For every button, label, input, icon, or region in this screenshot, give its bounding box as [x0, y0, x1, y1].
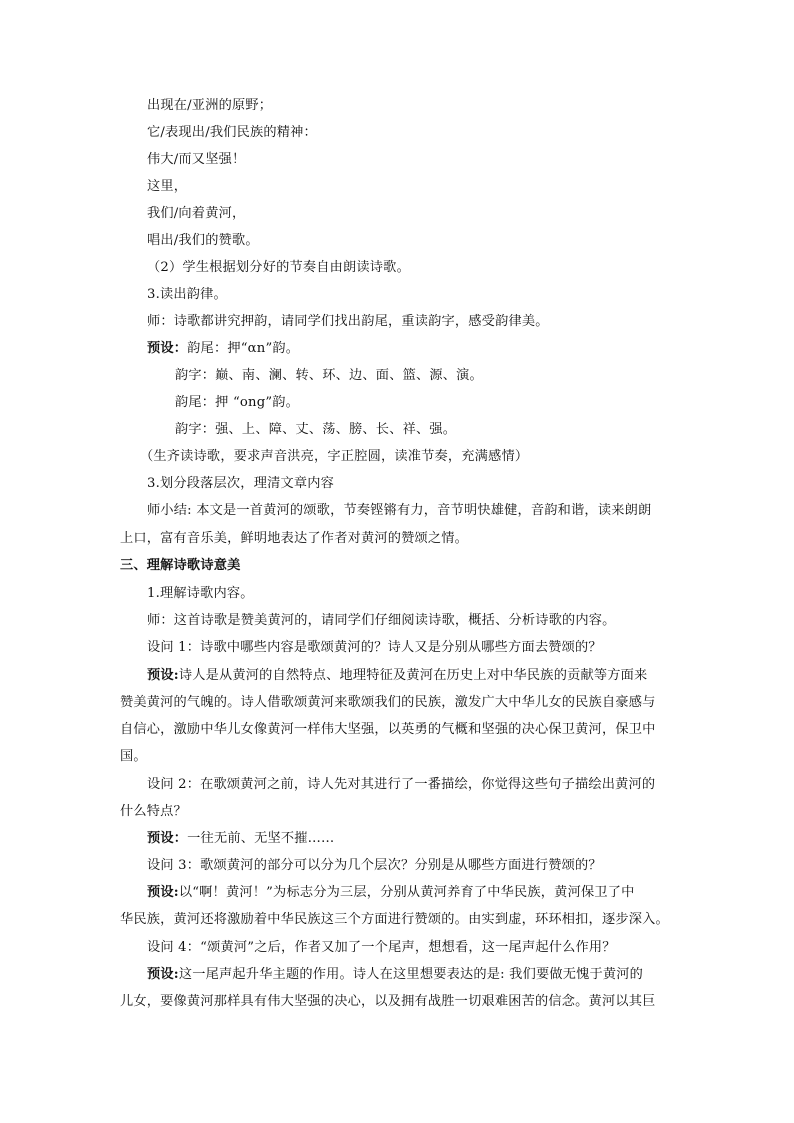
paragraph: 设问 4：“颂黄河”之后，作者又加了一个尾声，想想看，这一尾声起什么作用？ — [147, 940, 616, 955]
paragraph — [147, 830, 334, 848]
paragraph-text: 一往无前、无坚不摧…… — [187, 831, 335, 846]
section-heading: 三、理解诗歌诗意美 — [120, 558, 241, 573]
poem-line: 出现在/亚洲的原野； — [147, 98, 273, 113]
preset-label: 预设: — [147, 668, 179, 683]
paragraph — [147, 884, 635, 902]
paragraph: 上口，富有音乐美，鲜明地表达了作者对黄河的赞颂之情。 — [120, 531, 469, 546]
paragraph-text: 以“啊！黄河！”为标志分为三层，分别从黄河养育了中华民族，黄河保卫了中 — [178, 885, 635, 900]
paragraph: 设问 1：诗歌中哪些内容是歌颂黄河的？诗人又是分别从哪些方面去赞颂的？ — [147, 640, 602, 655]
paragraph: 赞美黄河的气魄的。诗人借歌颂黄河来歌颂我们的民族，激发广大中华儿女的民族自豪感与 — [120, 695, 656, 710]
preset-label: 预设: — [147, 885, 179, 900]
paragraph — [147, 966, 643, 984]
paragraph: 韵字：巅、南、澜、转、环、边、面、篮、源、演。 — [175, 368, 483, 383]
poem-line: 它/表现出/我们民族的精神： — [147, 125, 317, 140]
paragraph: 国。 — [120, 749, 147, 764]
paragraph: 韵尾：押 “ong”韵。 — [175, 395, 300, 410]
paragraph: 师：这首诗歌是赞美黄河的，请同学们仔细阅读诗歌，概括、分析诗歌的内容。 — [147, 613, 616, 628]
paragraph: 儿女，要像黄河那样具有伟大坚强的决心，以及拥有战胜一切艰难困苦的信念。黄河以其巨 — [120, 994, 656, 1009]
paragraph: 设问 2：在歌颂黄河之前，诗人先对其进行了一番描绘，你觉得这些句子描绘出黄河的 — [147, 777, 656, 792]
paragraph: 3.划分段落层次，理清文章内容 — [147, 476, 335, 491]
paragraph: 1.理解诗歌内容。 — [147, 586, 254, 601]
poem-line: 唱出/我们的赞歌。 — [147, 233, 259, 248]
paragraph: （生齐读诗歌，要求声音洪亮，字正腔圆，读准节奏，充满感情） — [140, 449, 529, 464]
preset-label: 预设： — [147, 341, 188, 356]
paragraph — [147, 667, 647, 685]
poem-line: 这里， — [147, 179, 188, 194]
paragraph: 3.读出韵律。 — [147, 287, 227, 302]
paragraph-text: 韵尾：押“αn”韵。 — [187, 341, 300, 356]
paragraph: （2）学生根据划分好的节奏自由朗读诗歌。 — [147, 260, 410, 275]
preset-label: 预设： — [147, 831, 188, 846]
paragraph: 设问 3：歌颂黄河的部分可以分为几个层次？分别是从哪些方面进行赞颂的？ — [147, 858, 602, 873]
paragraph: 自信心，激励中华儿女像黄河一样伟大坚强，以英勇的气概和坚强的决心保卫黄河，保卫中 — [120, 722, 656, 737]
paragraph: 华民族，黄河还将激励着中华民族这三个方面进行赞颂的。由实到虚，环环相扣，逐步深入。 — [120, 912, 669, 927]
paragraph: 韵字：强、上、障、丈、荡、膀、长、祥、强。 — [175, 422, 457, 437]
paragraph — [147, 340, 299, 358]
paragraph: 什么特点？ — [120, 804, 187, 819]
paragraph-text: 这一尾声起升华主题的作用。诗人在这里想要表达的是: 我们要做无愧于黄河的 — [178, 967, 644, 982]
paragraph: 师小结: 本文是一首黄河的颂歌，节奏铿锵有力，音节明快雄健，音韵和谐，读来朗朗 — [147, 503, 652, 518]
paragraph: 师：诗歌都讲究押韵，请同学们找出韵尾，重读韵字，感受韵律美。 — [147, 314, 549, 329]
paragraph-text: 诗人是从黄河的自然特点、地理特征及黄河在历史上对中华民族的贡献等方面来 — [178, 668, 648, 683]
poem-line: 伟大/而又坚强！ — [147, 152, 246, 167]
preset-label: 预设: — [147, 967, 179, 982]
poem-line: 我们/向着黄河， — [147, 206, 246, 221]
